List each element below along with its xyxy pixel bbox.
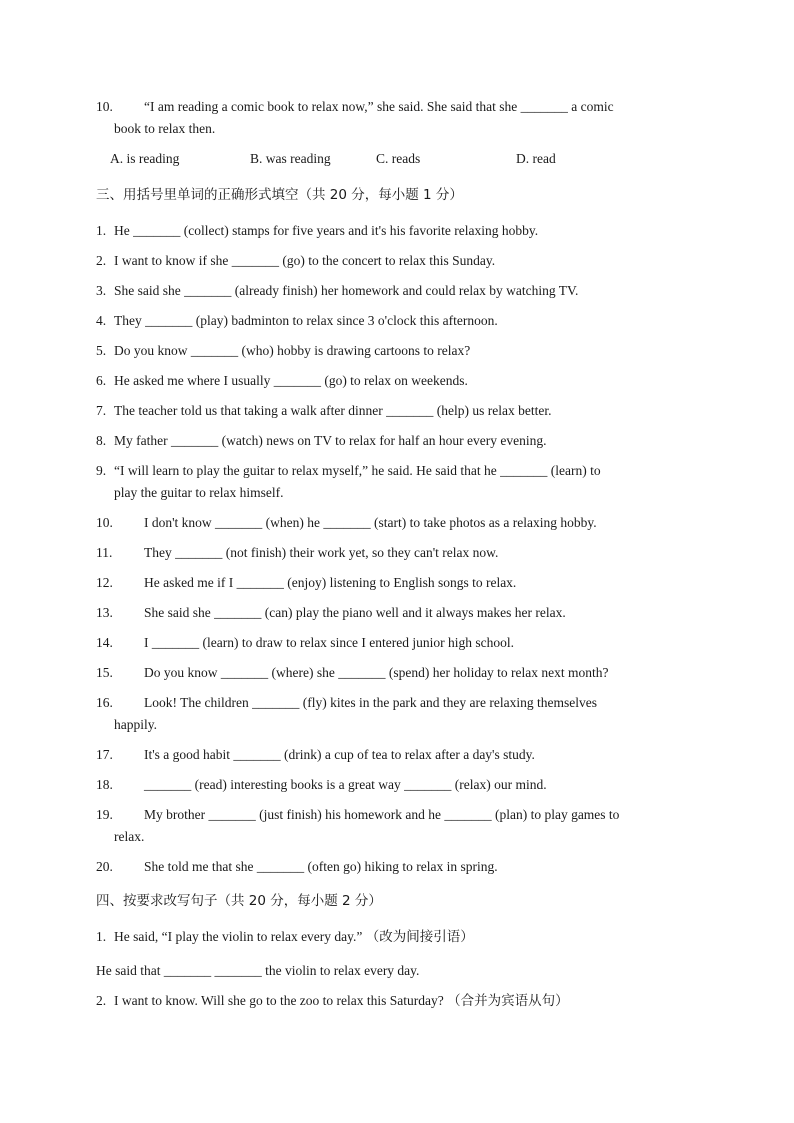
section-3-title: 三、用括号里单词的正确形式填空（共 20 分，每小题 1 分） bbox=[96, 187, 463, 203]
item-number: 7. bbox=[96, 403, 107, 418]
item-text: They _______ (not finish) their work yet, so they can't relax now. bbox=[144, 545, 499, 560]
section-4-title: 四、按要求改写句子（共 20 分，每小题 2 分） bbox=[96, 893, 382, 909]
item-text: I _______ (learn) to draw to relax since I entered junior high school. bbox=[144, 635, 515, 650]
item-14 bbox=[96, 632, 696, 654]
question-text: “I am reading a comic book to relax now,” she said. She said that she _______ a comic bbox=[144, 99, 614, 114]
item-text: The teacher told us that taking a walk after dinner _______ (help) us relax better. bbox=[114, 403, 552, 418]
item-12 bbox=[96, 572, 696, 594]
item-2 bbox=[96, 250, 696, 272]
item-11 bbox=[96, 542, 696, 564]
item-text: She said she _______ (already finish) her homework and could relax by watching TV. bbox=[114, 283, 579, 298]
item-number: 8. bbox=[96, 433, 107, 448]
item-number: 9. bbox=[96, 463, 107, 478]
item-18 bbox=[96, 774, 696, 796]
item-number: 1. bbox=[96, 929, 107, 944]
item-text: My father _______ (watch) news on TV to relax for half an hour every evening. bbox=[114, 433, 547, 448]
item-text: Do you know _______ (where) she _______ (spend) her holiday to relax next month? bbox=[144, 665, 609, 680]
item-text: I don't know _______ (when) he _______ (start) to take photos as a relaxing hobby. bbox=[144, 515, 597, 530]
item-16 bbox=[96, 692, 696, 736]
option-a: A. is reading bbox=[110, 151, 180, 166]
item-text: My brother _______ (just finish) his homework and he _______ (plan) to play games to bbox=[144, 807, 620, 822]
item-19 bbox=[96, 804, 696, 848]
question-text-continued: book to relax then. bbox=[114, 121, 216, 136]
item-text: He asked me if I _______ (enjoy) listening to English songs to relax. bbox=[144, 575, 517, 590]
answer-options bbox=[96, 148, 696, 170]
item-20 bbox=[96, 856, 696, 878]
item-text: They _______ (play) badminton to relax since 3 o'clock this afternoon. bbox=[114, 313, 498, 328]
item-number: 10. bbox=[96, 515, 113, 530]
item-text: Look! The children _______ (fly) kites in the park and they are relaxing themselves bbox=[144, 695, 597, 710]
question-number: 10. bbox=[96, 99, 113, 114]
option-d: D. read bbox=[516, 151, 556, 166]
item-5 bbox=[96, 340, 696, 362]
item-number: 2. bbox=[96, 253, 107, 268]
item-3 bbox=[96, 280, 696, 302]
item-text: It's a good habit _______ (drink) a cup of tea to relax after a day's study. bbox=[144, 747, 535, 762]
item-text: Do you know _______ (who) hobby is drawing cartoons to relax? bbox=[114, 343, 471, 358]
item-number: 4. bbox=[96, 313, 107, 328]
item-number: 18. bbox=[96, 777, 113, 792]
item-text: He _______ (collect) stamps for five years and it's his favorite relaxing hobby. bbox=[114, 223, 539, 238]
item-9 bbox=[96, 460, 696, 504]
item-number: 15. bbox=[96, 665, 113, 680]
item-text-continued: play the guitar to relax himself. bbox=[114, 485, 284, 500]
option-b: B. was reading bbox=[250, 151, 331, 166]
item-number: 20. bbox=[96, 859, 113, 874]
item-15 bbox=[96, 662, 696, 684]
item-4 bbox=[96, 310, 696, 332]
item-text: I want to know if she _______ (go) to the concert to relax this Sunday. bbox=[114, 253, 496, 268]
item-number: 3. bbox=[96, 283, 107, 298]
item-text: She told me that she _______ (often go) hiking to relax in spring. bbox=[144, 859, 498, 874]
item-number: 17. bbox=[96, 747, 113, 762]
item-number: 1. bbox=[96, 223, 107, 238]
item-13 bbox=[96, 602, 696, 624]
item-text: _______ (read) interesting books is a great way _______ (relax) our mind. bbox=[144, 777, 547, 792]
item-number: 11. bbox=[96, 545, 113, 560]
item-8 bbox=[96, 430, 696, 452]
item-text: I want to know. Will she go to the zoo to relax this Saturday? （合并为宾语从句） bbox=[114, 993, 569, 1008]
item-number: 2. bbox=[96, 993, 107, 1008]
item-7 bbox=[96, 400, 696, 422]
item-text-continued: happily. bbox=[114, 717, 157, 732]
rewrite-answer-line: He said that _______ _______ the violin to relax every day. bbox=[96, 963, 420, 978]
item-number: 12. bbox=[96, 575, 113, 590]
option-c: C. reads bbox=[376, 151, 421, 166]
item-number: 6. bbox=[96, 373, 107, 388]
item-number: 5. bbox=[96, 343, 107, 358]
item-17 bbox=[96, 744, 696, 766]
item-6 bbox=[96, 370, 696, 392]
item-text: “I will learn to play the guitar to relax myself,” he said. He said that he _______ (learn) to bbox=[114, 463, 601, 478]
rewrite-item-1 bbox=[96, 926, 696, 948]
item-text: He said, “I play the violin to relax every day.” （改为间接引语） bbox=[114, 929, 474, 944]
question-10-choice bbox=[96, 96, 696, 140]
item-text: He asked me where I usually _______ (go) to relax on weekends. bbox=[114, 373, 468, 388]
item-text-continued: relax. bbox=[114, 829, 145, 844]
worksheet-page bbox=[96, 96, 696, 1020]
item-number: 19. bbox=[96, 807, 113, 822]
item-number: 16. bbox=[96, 695, 113, 710]
item-number: 13. bbox=[96, 605, 113, 620]
item-number: 14. bbox=[96, 635, 113, 650]
item-text: She said she _______ (can) play the piano well and it always makes her relax. bbox=[144, 605, 566, 620]
item-10 bbox=[96, 512, 696, 534]
item-1 bbox=[96, 220, 696, 242]
rewrite-item-2 bbox=[96, 990, 696, 1012]
